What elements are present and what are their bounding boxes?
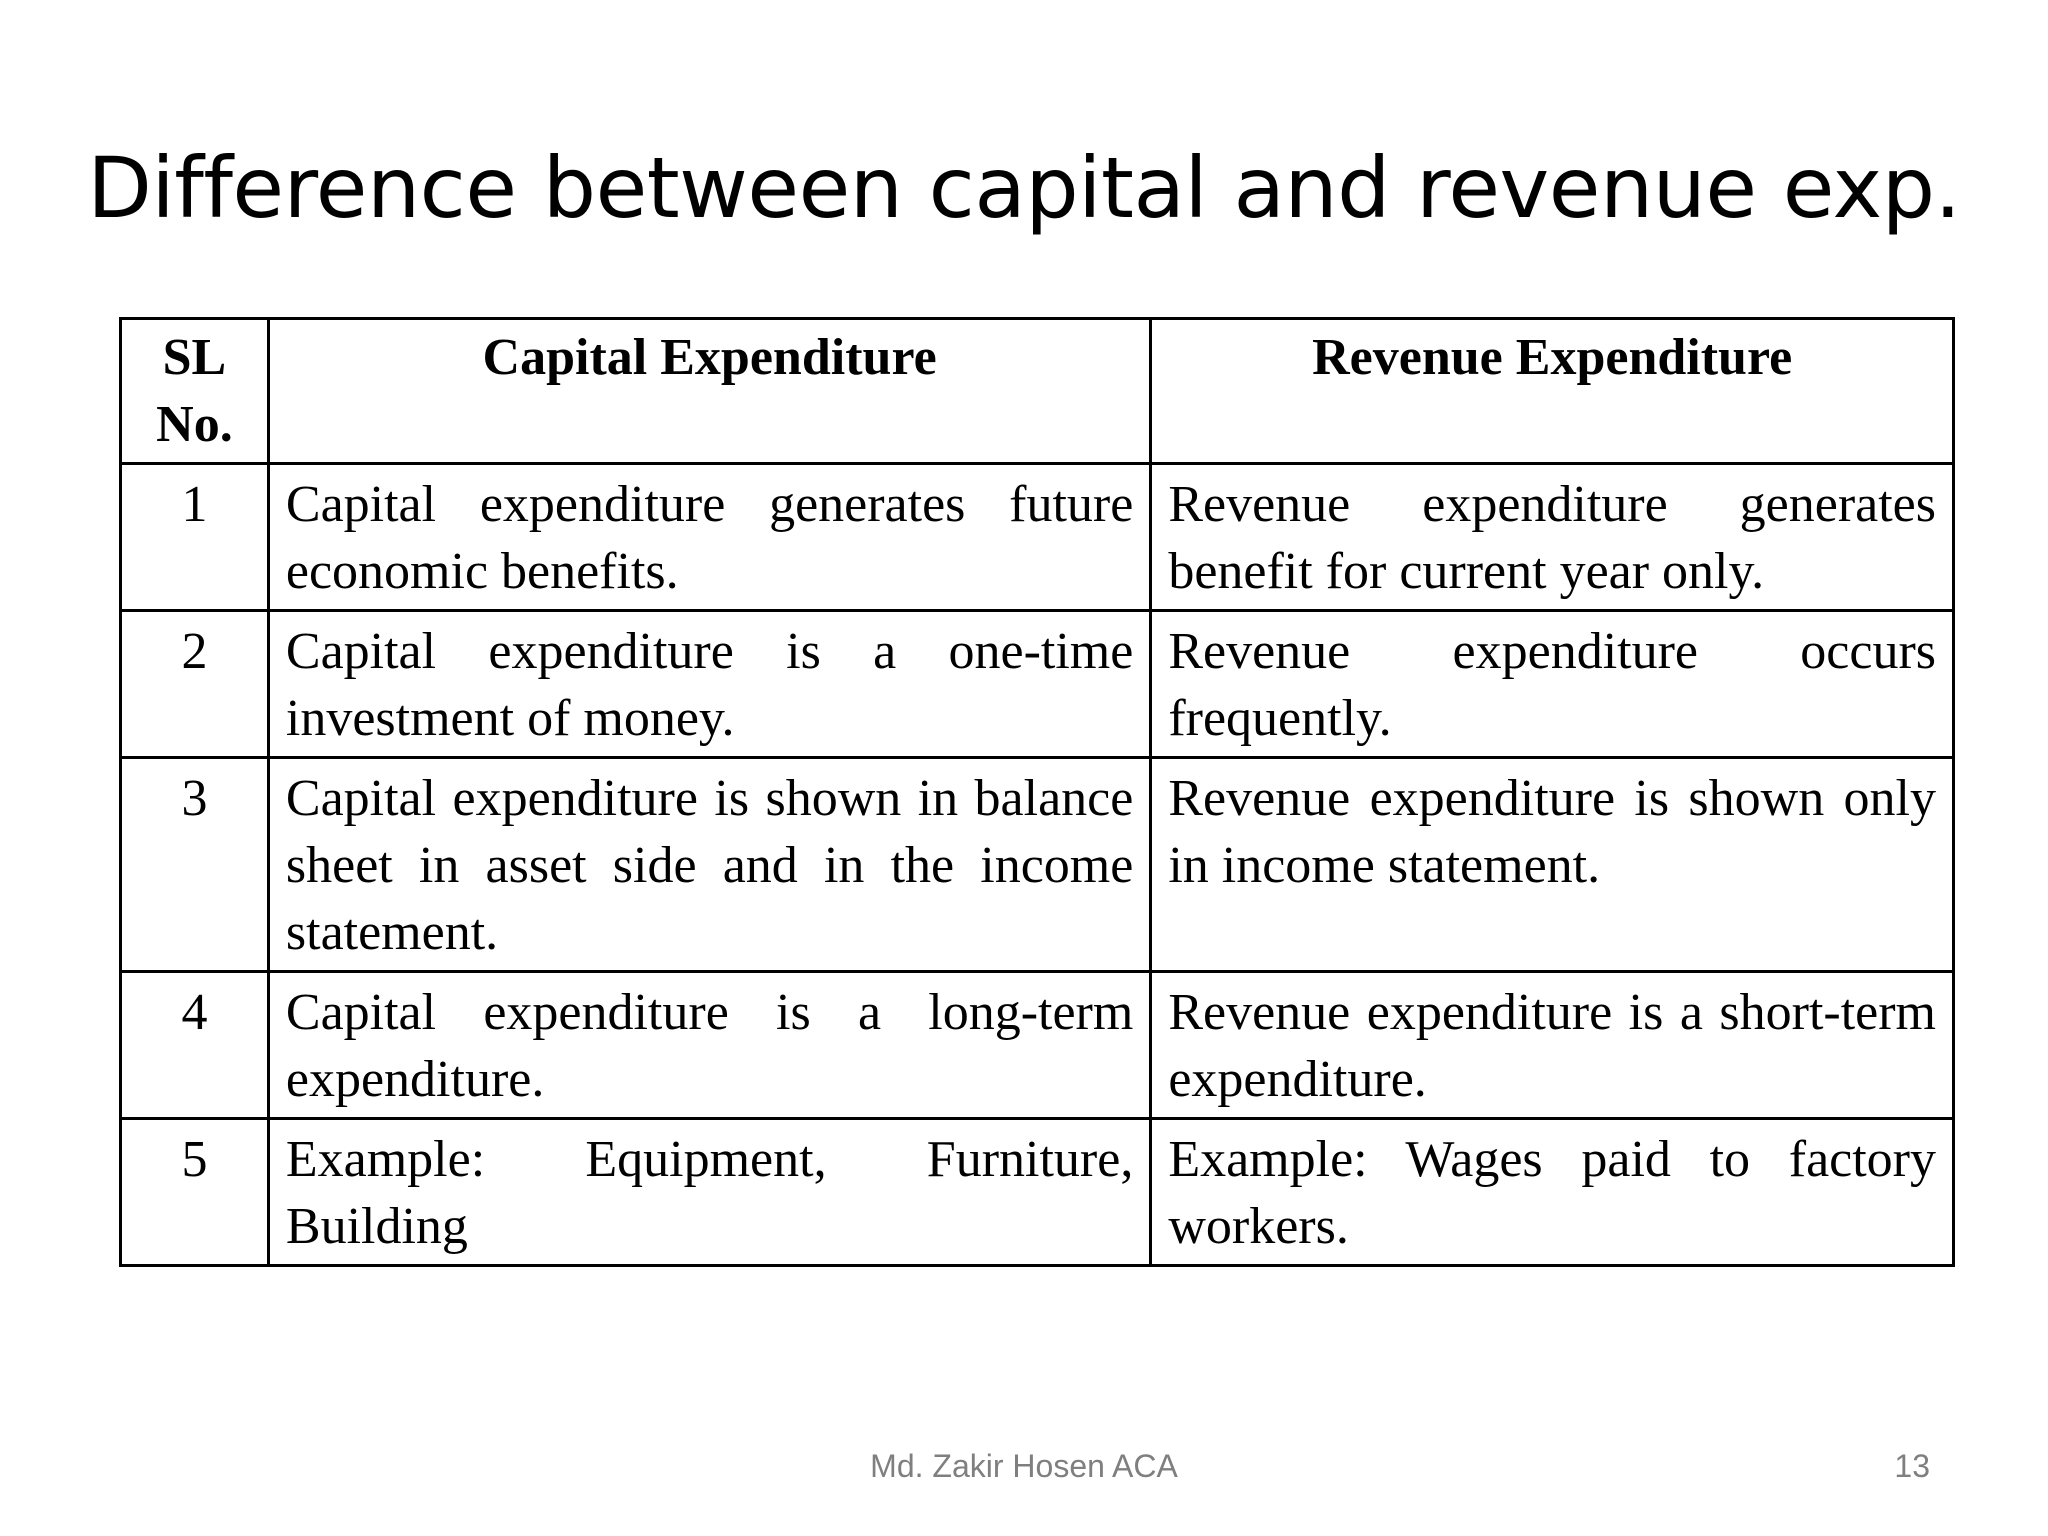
header-sl-line1: SL bbox=[162, 329, 227, 386]
header-sl-line2: No. bbox=[156, 396, 233, 453]
row-sl-number: 5 bbox=[121, 1119, 269, 1266]
comparison-table bbox=[119, 317, 1955, 1267]
row-capital-text: Capital expenditure generates future economic benefits. bbox=[268, 464, 1150, 611]
row-capital-text: Capital expenditure is shown in balance sheet in asset side and in the income statement. bbox=[268, 758, 1150, 972]
header-capital-expenditure: Capital Expenditure bbox=[268, 319, 1150, 464]
row-capital-text: Capital expenditure is a long-term expenditure. bbox=[268, 972, 1150, 1119]
row-sl-number: 4 bbox=[121, 972, 269, 1119]
slide-title: Difference between capital and revenue exp. bbox=[87, 139, 1961, 237]
header-revenue-expenditure: Revenue Expenditure bbox=[1151, 319, 1954, 464]
row-revenue-text: Revenue expenditure generates benefit for current year only. bbox=[1151, 464, 1954, 611]
row-sl-number: 2 bbox=[121, 611, 269, 758]
row-capital-text: Capital expenditure is a one-time investment of money. bbox=[268, 611, 1150, 758]
row-revenue-text: Revenue expenditure is shown only in income statement. bbox=[1151, 758, 1954, 972]
table-row bbox=[121, 758, 1954, 972]
table-row bbox=[121, 1119, 1954, 1266]
row-sl-number: 1 bbox=[121, 464, 269, 611]
row-revenue-text: Revenue expenditure occurs frequently. bbox=[1151, 611, 1954, 758]
row-sl-number: 3 bbox=[121, 758, 269, 972]
row-revenue-text: Revenue expenditure is a short-term expenditure. bbox=[1151, 972, 1954, 1119]
row-capital-text: Example: Equipment, Furniture, Building bbox=[268, 1119, 1150, 1266]
header-sl-no bbox=[121, 319, 269, 464]
table-row bbox=[121, 464, 1954, 611]
row-revenue-text: Example: Wages paid to factory workers. bbox=[1151, 1119, 1954, 1266]
page-number: 13 bbox=[1894, 1448, 1930, 1484]
table-row bbox=[121, 972, 1954, 1119]
table-header-row bbox=[121, 319, 1954, 464]
table-row bbox=[121, 611, 1954, 758]
footer-author: Md. Zakir Hosen ACA bbox=[870, 1448, 1178, 1484]
